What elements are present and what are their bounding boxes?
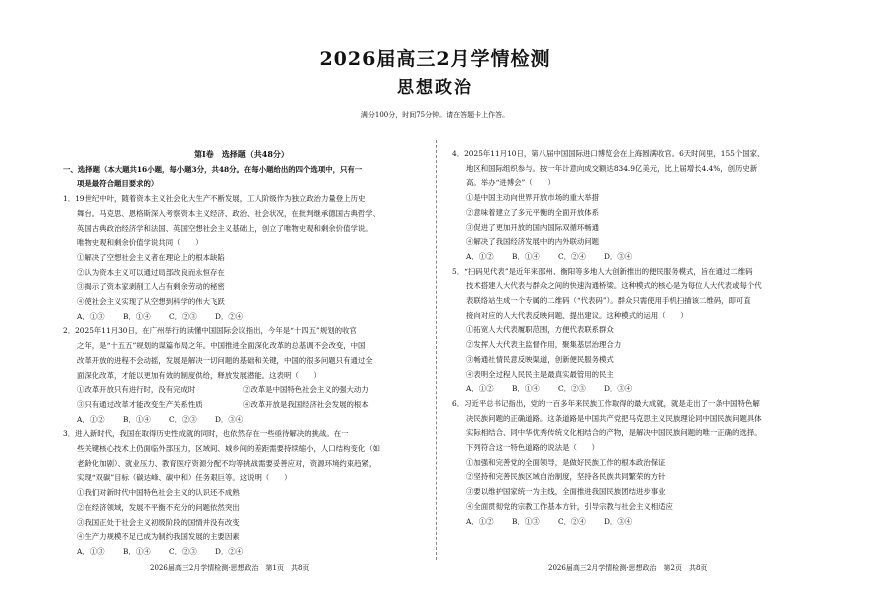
choice-statement: ③要以维护国家统一为主线，全面推进我国民族团结进步事业 [466, 487, 666, 497]
option-a: A．①② [77, 414, 105, 424]
question-text: 高。举办“进博会”（ ） [466, 178, 555, 188]
question-2 [63, 324, 420, 427]
question-text: 接向对应的人大代表反映问题、提出建议。这种模式的运用（ ） [466, 310, 688, 320]
question-text: 改革开放的进程不会动摇，发展是解决一切问题的基础和关键，中国的很多问题只有通过全 [77, 355, 373, 365]
choice-statement: ③只有通过改革才能改变生产关系性质 [77, 399, 203, 409]
option-b: B．①④ [123, 311, 151, 321]
left-column [63, 147, 420, 560]
option-c: C．②③ [169, 311, 197, 321]
choice-statement: ③揭示了资本家剥削工人占有剩余劳动的秘密 [77, 282, 225, 292]
section-intro: 一、选择题（本大题共16小题，每小题3分，共48分。在每小题给出的四个选项中，只有一 [63, 164, 363, 174]
option-d: D．③④ [604, 251, 633, 261]
option-a: A．①② [466, 516, 494, 526]
option-c: C．②③ [558, 384, 586, 394]
right-column [452, 147, 818, 529]
choice-statement: ①解决了空想社会主义者在理论上的根本缺陷 [77, 252, 225, 262]
option-d: D．③④ [604, 516, 633, 526]
answer-options [452, 382, 818, 397]
exam-title: 2026届高三2月学情检测 [319, 48, 551, 70]
choice-statement: ①是中国主动向世界开放市场的重大举措 [466, 193, 600, 203]
choice-statement: ②在经济领域，发展不平衡不充分的问题依然突出 [77, 502, 240, 512]
option-b: B．①④ [123, 546, 151, 556]
option-b: B．①④ [123, 414, 151, 424]
option-a: A．①③ [77, 311, 105, 321]
answer-options [63, 545, 420, 560]
option-d: D．③④ [215, 414, 244, 424]
question-5 [452, 265, 818, 397]
question-text: 4．2025年11月10日，第八届中国国际进口博览会在上海圆满收官。6天时间里，155个国家、 [452, 149, 765, 158]
choice-statement: ④解决了我国经济发展中的内外联动问题 [466, 237, 600, 247]
column-divider [436, 140, 437, 560]
answer-options [452, 250, 818, 265]
option-c: C．②③ [169, 414, 197, 424]
question-text: 实际相结合、同中华优秀传统文化相结合的产物，是解决中国民族问题的唯一正确的选择。 [466, 428, 762, 438]
choice-statement: ①拓宽人大代表履职范围，方便代表联系群众 [466, 325, 614, 335]
page-footer-right: 2026届高三2月学情检测·思想政治 第2页 共8页 [548, 564, 708, 572]
question-text: 3．进入新时代，我国在取得历史性成就的同时，也依然存在一些亟待解决的挑战。在一 [63, 429, 349, 439]
choice-statement: ③促进了更加开放的国内国际双循环畅通 [466, 222, 600, 232]
choice-statement: ④表明全过程人民民主是最真实最管用的民主 [466, 369, 614, 379]
answer-options [63, 413, 420, 428]
question-text: 2．2025年11月30日，在广州举行的读懂中国国际会议指出，今年是“十四五”规划的收官 [63, 326, 357, 336]
subject-title: 思想政治 [397, 78, 473, 98]
page-footer-left: 2026届高三2月学情检测·思想政治 第1页 共8页 [150, 564, 310, 572]
question-text: 面深化改革，才能以更加有效的制度供给，释放发展潜能。这表明（ ） [77, 370, 321, 380]
choice-statement: ③我国正处于社会主义初级阶段的国情并没有改变 [77, 517, 240, 527]
option-c: C．②④ [558, 251, 586, 261]
exam-instructions: 满分100分，时间75分钟。请在答题卡上作答。 [360, 111, 510, 119]
answer-options [452, 515, 818, 530]
option-b: B．①④ [512, 251, 540, 261]
choice-statement: ①改革开放只有进行时，没有完成时 [77, 385, 196, 395]
question-text: 表联络站生成一个专属的二维码（“代表码”）。群众只需使用手机扫描该二维码，即可直 [466, 296, 751, 306]
choice-statement: ②认为资本主义可以通过局部改良而永恒存在 [77, 267, 225, 277]
question-text: 之年，是“十五五”规划的谋篇布局之年。中国推进全面深化改革的总基调不会改变，中国 [77, 341, 366, 351]
question-6 [452, 397, 818, 529]
answer-options [63, 310, 420, 325]
option-c: C．②③ [169, 546, 197, 556]
question-text: 6．习近平总书记指出，党的一百多年来民族工作取得的最大成就，就是走出了一条中国特色解 [452, 398, 760, 408]
question-text: 决民族问题的正确道路。这条道路是中国共产党把马克思主义民族理论同中国民族问题具体 [466, 413, 762, 423]
question-text: 英国古典政治经济学和法国、英国空想社会主义基础上，创立了唯物史观和剩余价值学说。 [77, 223, 373, 233]
choice-statement: ④生产力规模不足已成为制约我国发展的主要因素 [77, 532, 240, 542]
question-3 [63, 427, 420, 559]
choice-pair [63, 398, 420, 413]
question-text: 舞台。马克思、恩格斯深入考察资本主义经济、政治、社会状况，在批判继承德国古典哲学、 [77, 208, 381, 218]
choice-statement: ②坚持和完善民族区域自治制度，坚持各民族共同繁荣的方针 [466, 472, 666, 482]
option-c: C．②④ [558, 516, 586, 526]
question-4 [452, 147, 818, 265]
choice-statement: ②改革是中国特色社会主义的强大动力 [243, 385, 369, 395]
option-b: B．①④ [512, 384, 540, 394]
question-1 [63, 192, 420, 324]
choice-statement: ②发挥人大代表主监督作用，聚集基层治理合力 [466, 340, 622, 350]
option-b: B．①③ [512, 516, 540, 526]
choice-statement: ①加强和完善党的全面领导，是做好民族工作的根本政治保证 [466, 457, 666, 467]
choice-statement: ①我们对新时代中国特色社会主义的认识还不成熟 [77, 488, 240, 498]
choice-statement: ④使社会主义实现了从空想到科学的伟大飞跃 [77, 297, 225, 307]
question-text: 实现“双碳”目标（碳达峰、碳中和）任务艰巨等。这说明（ ） [77, 473, 292, 483]
question-text: 技术搭建人大代表与群众之间的快速沟通桥梁。这种模式的核心是为每位人大代表或每个代 [466, 281, 762, 291]
question-text: 1．19世纪中叶，随着资本主义社会化大生产不断发展，工人阶级作为独立政治力量登上历史 [63, 194, 366, 204]
choice-statement: ②意味着建立了多元平衡的全面开放体系 [466, 207, 600, 217]
option-d: D．③④ [604, 384, 633, 394]
question-text: 下列符合这一特色道路的说法是（ ） [466, 443, 600, 453]
option-d: D．②④ [215, 546, 244, 556]
option-a: A．①③ [77, 546, 105, 556]
question-text: 唯物史观和剩余价值学说共同（ ） [77, 238, 203, 248]
choice-pair [63, 383, 420, 398]
option-a: A．①② [466, 384, 494, 394]
option-a: A．①② [466, 251, 494, 261]
section-intro-cont: 项是最符合题目要求的） [77, 179, 159, 189]
choice-statement: ③畅通社情民意反映渠道，创新便民服务模式 [466, 354, 614, 364]
choice-statement: ④全面贯彻党的宗教工作基本方针，引导宗教与社会主义相适应 [466, 501, 673, 511]
option-d: D．②④ [215, 311, 244, 321]
choice-statement: ④改革开放是我国经济社会发展的根本 [243, 399, 369, 409]
question-text: 些关键核心技术上仍面临外部压力，区域间、城乡间的差距需要持续缩小，人口结构变化（如 [77, 444, 381, 454]
question-text: 地区和国际组织参与。按一年计意向成交额达834.9亿美元，比上届增长4.4%，创历史新 [466, 163, 758, 173]
question-text: 老龄化加剧）、就业压力、教育医疗资源分配不均等挑战需要妥善应对，资源环境约束趋紧， [77, 458, 377, 468]
section-title: 第Ⅰ卷 选择题（共48分） [194, 149, 289, 159]
question-text: 5．“扫码见代表”是近年来邵州、衡阳等多地人大创新推出的便民服务模式，旨在通过二维码 [452, 266, 753, 276]
